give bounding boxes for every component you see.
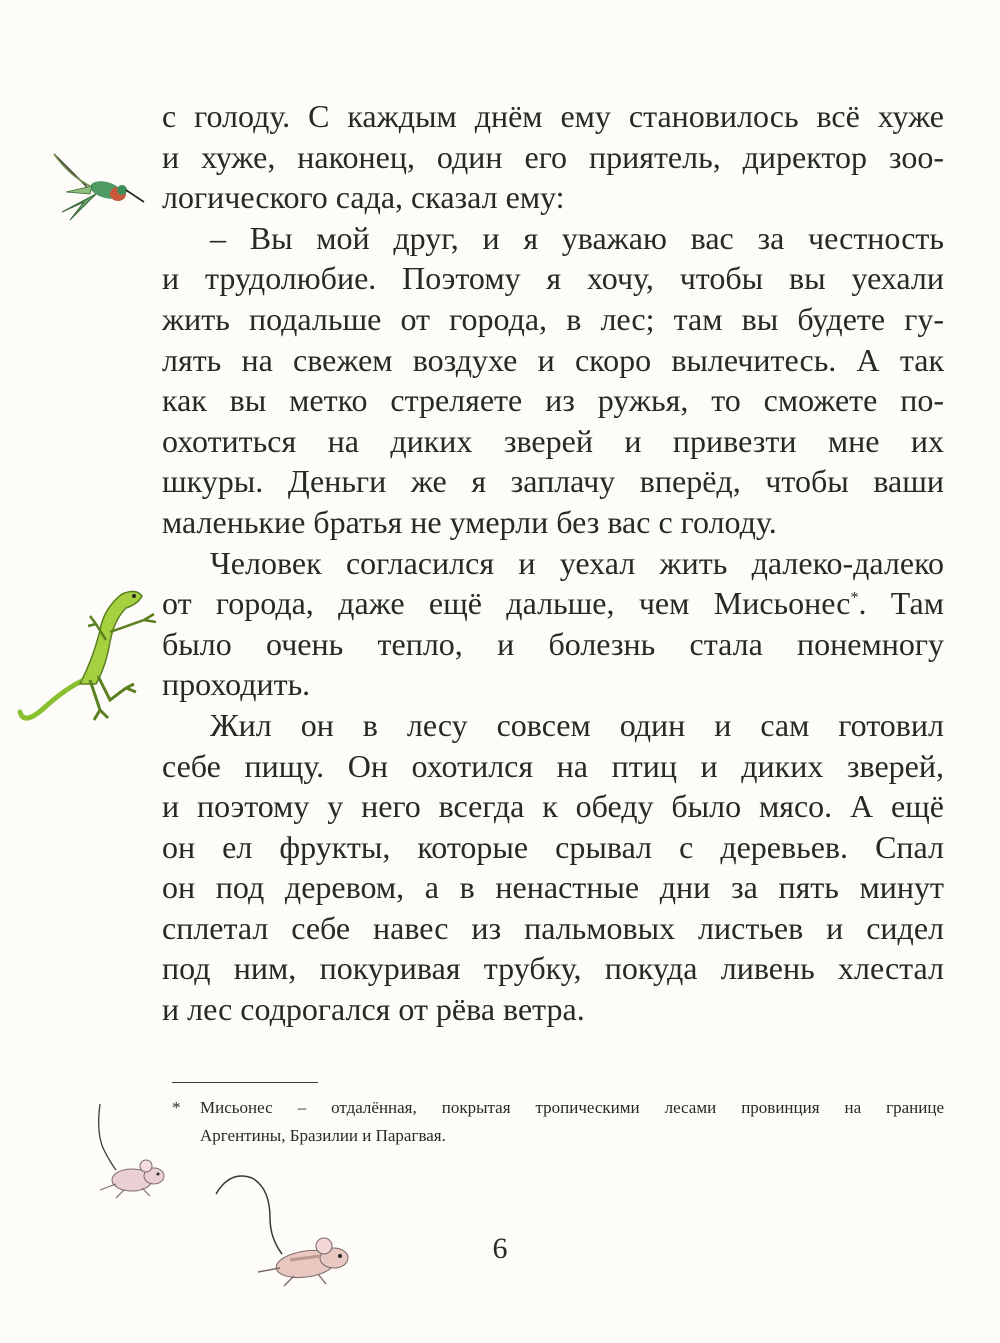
text-line-with-footnote: [162, 583, 944, 624]
text-line: было очень тепло, и болезнь стала понемногу: [162, 625, 944, 662]
text-line: маленькие братья не умерли без вас с голоду.: [162, 503, 777, 540]
text-line: и трудолюбие. Поэтому я хочу, чтобы вы уехали: [162, 260, 944, 297]
text-line: Жил он в лесу совсем один и сам готовил: [210, 706, 944, 743]
text-line: и поэтому у него всегда к обеду было мясо. А ещё: [162, 788, 944, 825]
text-line: сплетал себе навес из пальмовых листьев и сидел: [162, 909, 944, 946]
hummingbird-illustration: [40, 150, 150, 230]
main-text: [162, 96, 944, 1030]
text-line: шкуры. Деньги же я заплачу вперёд, чтобы ваши: [162, 463, 944, 500]
text-line: он ел фрукты, которые срывал с деревьев. Спал: [162, 828, 944, 865]
text-line: под ним, покуривая трубку, покуда ливень хлестал: [162, 950, 944, 987]
footnote-line: [172, 1094, 944, 1122]
footnote: [172, 1094, 944, 1150]
text-line: с голоду. С каждым днём ему становилось всё хуже: [162, 98, 944, 134]
lizard-illustration: [14, 580, 164, 730]
mouse-illustration: [210, 1168, 360, 1288]
text-line: – Вы мой друг, и я уважаю вас за честность: [210, 219, 944, 256]
text-line: и лес содрогался от рёва ветра.: [162, 991, 585, 1028]
text-fragment: от города, даже ещё дальше, чем Мисьонес: [162, 585, 851, 622]
footnote-reference: *: [850, 589, 859, 607]
text-line: охотиться на диких зверей и привезти мне их: [162, 422, 944, 459]
mouse-illustration: [80, 1104, 180, 1200]
footnote-mark: *: [172, 1098, 181, 1117]
text-line: как вы метко стреляете из ружья, то сможете по-: [162, 382, 944, 419]
text-line: себе пищу. Он охотился на птиц и диких зверей,: [162, 747, 944, 784]
text-line: лять на свежем воздухе и скоро вылечитесь. А так: [162, 341, 944, 378]
text-line: он под деревом, а в ненастные дни за пять минут: [162, 869, 944, 906]
footnote-text: Мисьонес – отдалённая, покрытая тропическими лесами провинция на границе: [200, 1098, 944, 1117]
text-line: Человек согласился и уехал жить далеко-далеко: [210, 544, 944, 581]
text-line: жить подальше от города, в лес; там вы будете гу-: [162, 300, 944, 337]
text-line: проходить.: [162, 666, 311, 703]
text-line: и хуже, наконец, один его приятель, директор зоо-: [162, 138, 944, 175]
footnote-line: Аргентины, Бразилии и Парагвая.: [200, 1126, 446, 1145]
text-line: логического сада, сказал ему:: [162, 179, 565, 216]
page-number: 6: [492, 1232, 508, 1265]
footnote-divider: [172, 1082, 318, 1083]
text-fragment: . Там: [858, 585, 945, 622]
